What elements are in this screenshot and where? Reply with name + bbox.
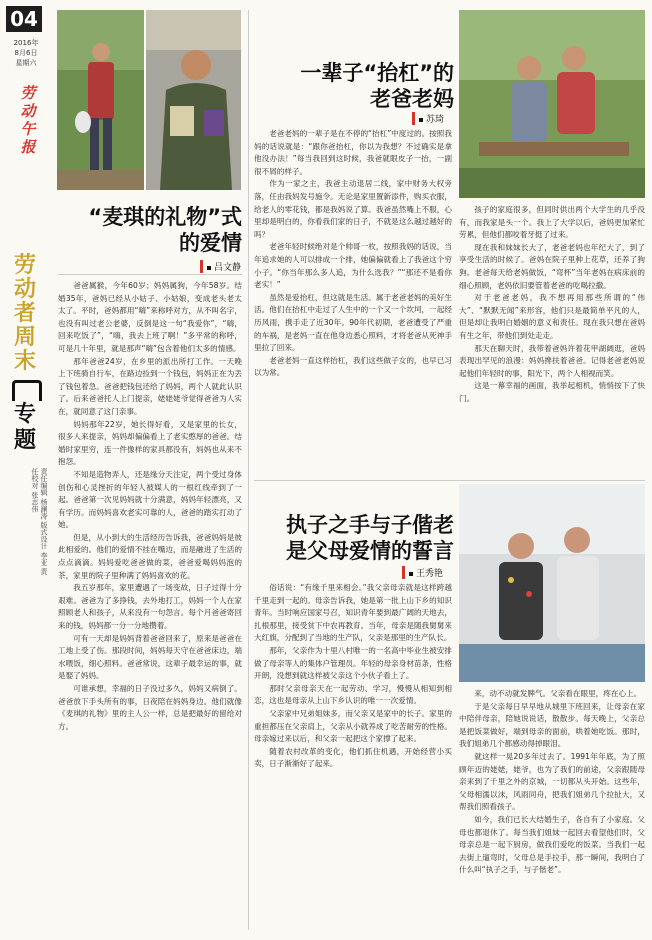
paragraph: 那时父亲母亲天在一起劳动、学习，慢慢从相知到相恋，这也是母亲从上山下乡认识的唯一一次爱情。 — [254, 683, 452, 706]
paragraph: 可有一天却是妈妈背着爸爸回来了，原来是爸爸在工地上受了伤。那段时间，妈妈每天守在爸爸床边，端水喂饭，细心照料。爸爸常说，这辈子最幸运的事，就是娶了妈妈。 — [58, 633, 242, 681]
article3-author: 王秀艳 — [416, 569, 444, 579]
paragraph: 我五岁那年，家里遭遇了一场变故，日子过得十分艰难。爸爸为了多挣钱，去外地打工，妈妈一个人在家照顾老人和孩子，从来没有一句怨言。每个月爸爸寄回来的钱，妈妈都一分一分地攒着。 — [58, 583, 242, 631]
article2-title — [254, 60, 454, 112]
article-divider — [254, 480, 645, 481]
paragraph: 就这样一晃20多年过去了。1991年年底，为了照顾年迈的姥姥，姥爷，也为了我们的前途，父亲跟随母亲来到了千里之外的京城，一切都从头开始。这些年，父母相濡以沫，风雨同舟，把我们姐弟几个拉扯大，又帮我们照看孩子。 — [459, 751, 645, 812]
topic-bracket — [12, 380, 42, 401]
paragraph: 孩子的家庭很多，但同时供出两个大学生的几乎没有，而我家是头一个。我上了大学以后，爸妈更加紧忙劳累，但他们都咬着牙挺了过来。 — [459, 205, 645, 240]
photo-father-portrait — [146, 10, 241, 190]
paragraph: 父亲家中兄弟姐妹多，而父亲又是家中的长子。家里的重担都压在父亲肩上，父亲从小就养成了吃苦耐劳的性格。母亲嫁过来以后，和父亲一起把这个家撑了起来。 — [254, 708, 452, 744]
paragraph: 爸爸属猴，今年60岁；妈妈属狗，今年58岁。结婚35年，爸妈已经从小姑子、小姑娘，变成老头老太太了。平时，爸妈都用“嗨”来称呼对方，从不叫名字，也没有叫过老公老婆，反倒是这一句“我爱你”，“嗨，回来吃饭了”，“嗨，我去上班了啊！”多平常的称呼，可是几十年里，就是那声“嗨”包含着他们太多的情感。 — [58, 281, 242, 353]
article2-byline — [412, 112, 444, 125]
paragraph: 于是父亲每日早早地从城里下班回来，让母亲在家中陪伴母亲，陪她说说话，散散步。每天晚上，父亲总是把饭菜做好，端到母亲的面前，哄着她吃饭。那时，我们姐弟几个都感动得掉眼泪。 — [459, 701, 645, 749]
article1-title-line2: 的爱情 — [179, 231, 242, 255]
topic-title: 专题 — [13, 402, 36, 453]
article2-body-right — [459, 204, 645, 480]
left-rail — [6, 6, 52, 934]
article3-title — [254, 512, 454, 564]
paragraph: 老爸老妈的一辈子是在不停的“抬杠”中度过的。按照我妈的话说就是：“跟你爸抬杠，你以为我想？不过确实是拿他没办法！”每当我回到这时候，我爸就眼皮子一抬，一副很不屑的样子。 — [254, 129, 452, 176]
issue-weekday: 星期六 — [15, 59, 37, 67]
article2-title-line1: 一辈子“抬杠”的 — [300, 61, 454, 85]
byline-square-icon — [207, 266, 211, 270]
article2-body-left — [254, 128, 452, 478]
article1-body — [58, 280, 242, 930]
paragraph: 那年，父亲作为十里八村唯一的一名高中毕业生被安排做了母亲等人的集体户管理员。年轻的母亲身材苗条，性格开朗，没想到就这样被父亲这个小伙子看上了。 — [254, 645, 452, 681]
byline-square-icon — [409, 572, 413, 576]
paragraph: 不知是造物弄人，还是缘分天注定，两个受过身体创伤和心灵挫折的年轻人被媒人的一根红线牵到了一起。爸爸第一次见妈妈就十分满意，妈妈年轻漂亮，又有学历。而妈妈喜欢老实可靠的人，爸爸的踏实打动了她。 — [58, 469, 242, 530]
paragraph: 来，动不动就发脾气。父亲看在眼里，疼在心上。 — [474, 689, 642, 698]
paragraph: 可谁承想，幸福的日子没过多久，妈妈又病倒了。爸爸放下手头所有的事，日夜陪在妈妈身边。他们就像《麦琪的礼物》里的主人公一样，总是把最好的留给对方。 — [58, 684, 242, 731]
newspaper-masthead: 劳动午报 — [20, 84, 36, 156]
paragraph: 随着农村改革的变化，他们抓住机遇，开始经营小买卖，日子渐渐好了起来。 — [254, 746, 452, 769]
paragraph: 老爸年轻时候绝对是个帅哥一枚，按照我妈的话说，当年追求她的人可以排成一个排，她偏偏就看上了我爸这个穷小子。“你当年那么多人追，为什么选我？”“那还不是看你老实！” — [254, 242, 452, 290]
section-title: 劳动者周末 — [13, 253, 36, 374]
column-separator — [248, 10, 249, 930]
page-number: 04 — [6, 6, 42, 32]
paragraph: 俗话说：“有缘千里来相会。”我父亲母亲就是这样跨越千里走到一起的。母亲告诉我，她是第一批上山下乡的知识青年。当时响应国家号召，知识青年要到最广阔的天地去，扎根那里，接受贫下中农再教育。当年，母亲是随我舅舅来大红旗，分配到了当地的生产队，父亲是那里的生产队长。 — [254, 583, 452, 643]
paragraph: 妈妈那年22岁，她长得好看，又是家里的长女，很多人来提亲，妈妈却偏偏看上了老实憨厚的爸爸。结婚时家里穷，连一件像样的家具都没有，妈妈也从来不抱怨。 — [58, 419, 242, 467]
article3-body-left — [254, 582, 452, 932]
paragraph: 对于老爸老妈，我不想再用那些所谓的“伟大”、“默默无闻”来形容，他们只是最简单平凡的人，但是却让我明白婚姻的意义和责任。现在我只想在爸妈有生之年，带他们到处走走。 — [459, 293, 645, 340]
photo-couple-bench — [459, 10, 645, 198]
article1-title — [62, 204, 242, 256]
paragraph: 这是一幕幸福的画面，我举起相机，悄悄按下了快门。 — [459, 381, 645, 403]
article1-author: 吕文静 — [214, 263, 242, 273]
article3-byline — [402, 566, 443, 579]
paragraph: 那天在聊天时，我带着爸妈许着花甲湖阔逛，爸妈表现出罕见的浪漫：妈妈搀扶着爸爸。记得老爸老妈说起他们年轻时的事，阳光下，两个人相视而笑。 — [459, 343, 645, 378]
paragraph: 老爸老妈一直这样抬杠，我们这些做子女的，也早已习以为常。 — [254, 355, 452, 378]
photo-mother-garden — [57, 10, 144, 190]
byline-square-icon — [419, 118, 423, 122]
paragraph: 虽然是爱抬杠，但这就是生活。属于老爸老妈的美好生活。他们在抬杠中走过了人生中的一个又一个坎坷，一起经历风雨，携手走了近30年。90年代初期，老爸遭受了严重的车祸，是老妈一直在他身边悉心照料，才将老爸从死神手里拉了回来。 — [254, 292, 452, 353]
article2-author: 苏琦 — [426, 115, 445, 125]
article2-title-line2: 老爸老妈 — [370, 87, 454, 111]
editor-credits: 责任编辑 杨澜涛 版式设计 李亚 责任校对 张志伟 — [31, 468, 48, 575]
article1-divider — [58, 274, 242, 275]
article3-body-right — [459, 688, 645, 932]
paragraph: 作为一家之主，我爸主动退居二线，家中财务大权旁落，任由我妈发号施令。无论是家里置新添件，购买衣服，给老人的零花钱，都是我妈说了算。我爸虽然嘴上不服，心里却是明白的，你看我们家的日子，不就是这么越过越好的吗？ — [254, 179, 452, 239]
paragraph: 现在我和妹妹长大了，老爸老妈也年纪大了，到了享受生活的时候了。爸妈在院子里种上花草，还养了狗狗。老爸每天给老妈做饭，“弯杯”当年老妈在病床前的细心照顾，老妈依旧要管着老爸的吃喝拉撒。 — [459, 242, 645, 290]
paragraph: 但是，从小到大的生活经历告诉我，爸爸妈妈是彼此相爱的。他们的爱情不挂在嘴边，而是融进了生活的点点滴滴。妈妈爱吃爸爸做的菜，爸爸爱喝妈妈泡的茶，家里的院子里种满了妈妈喜欢的花。 — [58, 532, 242, 580]
article1-title-line1: “麦琪的礼物”式 — [88, 205, 242, 229]
paragraph: 如今，我们已长大结婚生子，各自有了小家庭。父母也都退休了。每当我们姐妹一起回去看望他们时，父母亲总是一起下厨房，做我们爱吃的饭菜。当我们一起去街上遛弯时，父母总是手拉手，那一瞬间，我明白了什么叫“执子之手，与子偕老”。 — [459, 814, 645, 875]
paragraph: 那年爸爸24岁，在乡里的派出所打工作。一天晚上下班骑自行车，在路边捡到一个钱包，妈妈正在为丢了钱包着急。爸爸把钱包还给了妈妈，两个人就此认识了。后来爸爸托人上门提亲，姥姥姥爷觉得爸爸为人实在，就同意了这门亲事。 — [58, 356, 242, 416]
article3-title-line2: 是父母爱情的誓言 — [286, 539, 454, 563]
photo-couple-indoor — [459, 484, 645, 682]
article1-byline — [200, 260, 241, 273]
issue-year: 2016年 — [13, 39, 39, 47]
issue-date: 8月6日 — [14, 49, 38, 57]
article3-title-line1: 执子之手与子偕老 — [286, 513, 454, 537]
